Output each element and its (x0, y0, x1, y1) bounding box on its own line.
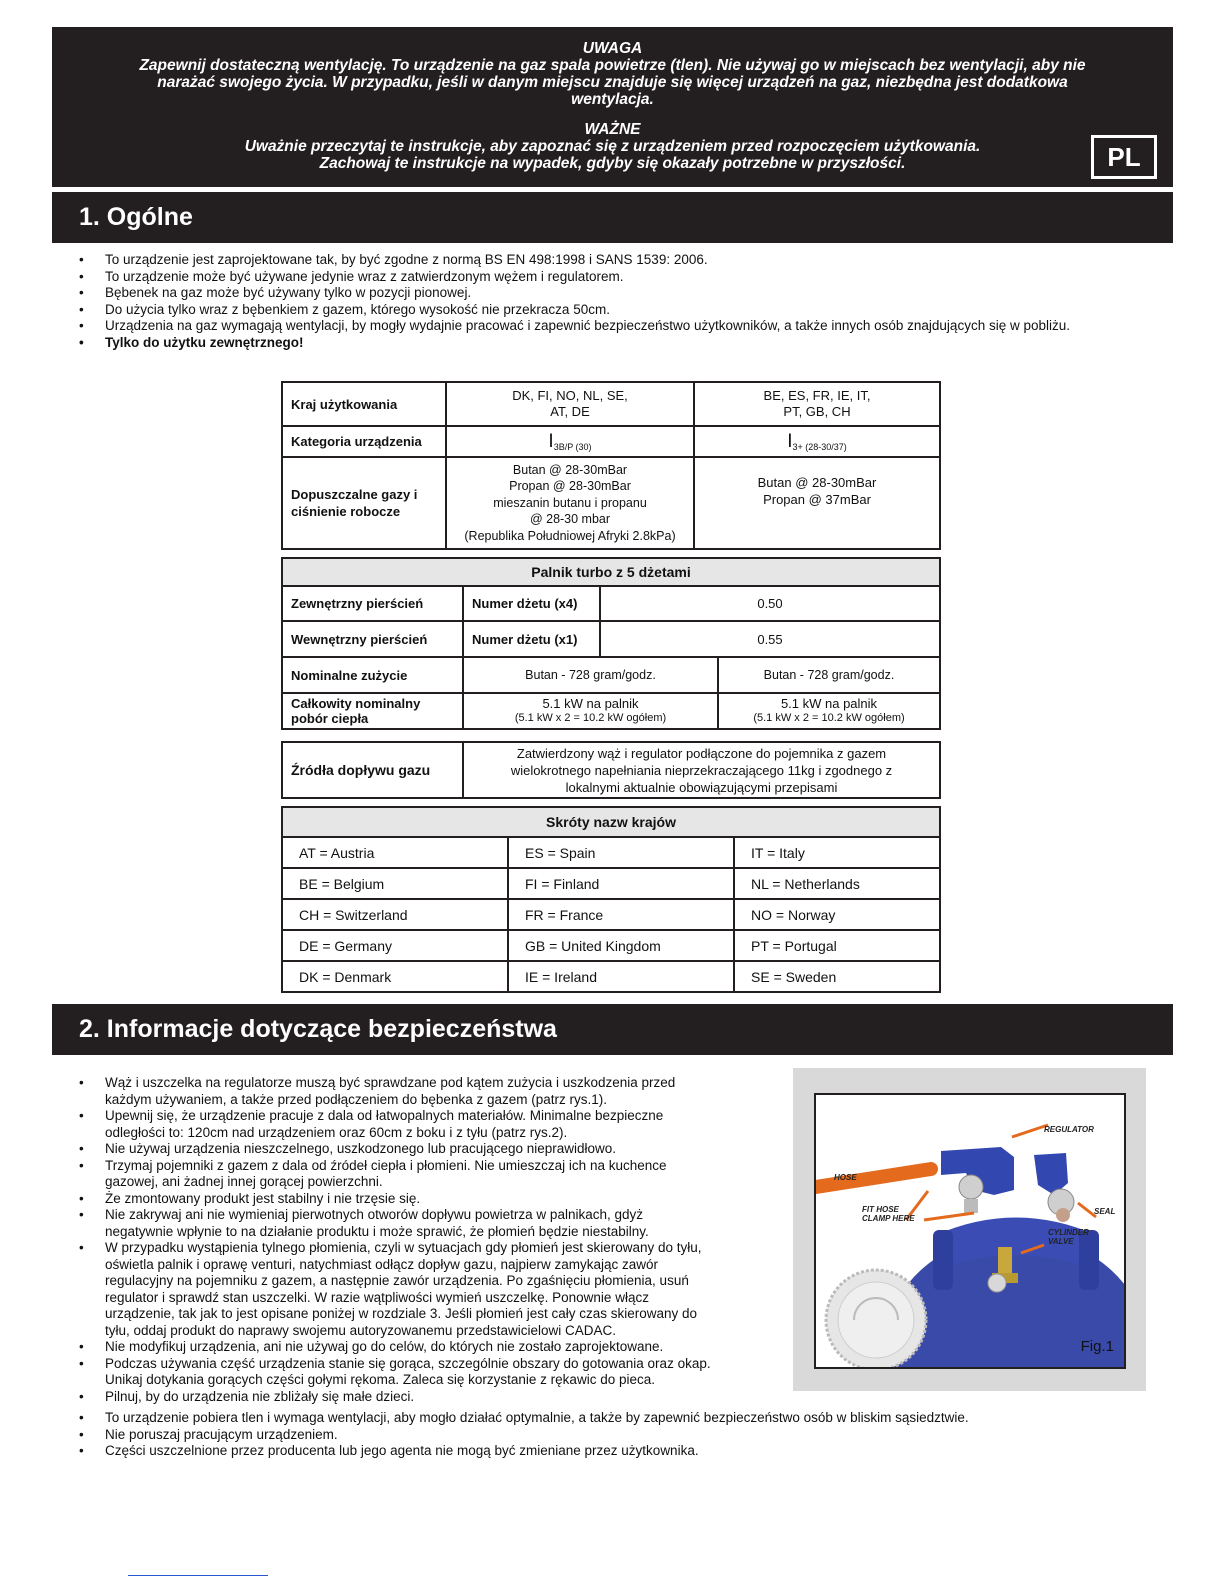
cell-line: @ 28-30 mbar (529, 512, 611, 527)
table-cell: DE = Germany (282, 930, 508, 961)
cell-line: Zatwierdzony wąż i regulator podłączone do pojemnika z gazem (516, 745, 887, 761)
table-cell: FR = France (508, 899, 734, 930)
table-cell: 0.50 (600, 586, 940, 621)
warning-line: wentylacja. (571, 91, 654, 108)
table-cell (446, 457, 694, 549)
cell-line: (Republika Południowej Afryki 2.8kPa) (464, 528, 676, 543)
list-item (79, 1141, 799, 1158)
line: urządzenie, tak jak to jest opisane poniżej w rozdziale 3. Jeśli płomień jest cały czas skierowany do (105, 1306, 698, 1321)
table-cell (446, 426, 694, 457)
warning-line: narażać swojego życia. W przypadku, jeśli w danym miejscu znajduje się więcej urządzeń na gaz, niezbędna jest dodatkowa (157, 74, 1068, 91)
list-item: • Urządzenia na gaz wymagają wentylacji, by mogły wydajnie pracować i zapewnić bezpieczeństwo użytkowników, a także innych osób znajdujących się w pobliżu. (79, 318, 1139, 335)
line: • Trzymaj pojemniki z gazem z dala od źródeł ciepła i płomieni. Nie umieszczaj ich na kuchence (105, 1157, 667, 1173)
table-cell: ES = Spain (508, 837, 734, 868)
line: tyłu, oddaj produkt do naprawy swojemu autoryzowanemu przedstawicielowi CADAC. (105, 1322, 616, 1338)
table-label: Numer dżetu (x1) (463, 621, 600, 657)
cell-line: Propan @ 37mBar (763, 491, 871, 507)
warning-block-uwaga (52, 40, 1173, 108)
line: • Nie używaj urządzenia nieszczelnego, uszkodzonego lub pracującego nieprawidłowo. (105, 1141, 617, 1156)
category-subscript: 3+ (28-30/37) (792, 441, 847, 452)
warning-line: Zapewnij dostateczną wentylację. To urządzenie na gaz spala powietrze (tlen). Nie używaj go w miejscach bez wentylacji, aby nie (139, 57, 1086, 74)
list-item (79, 1158, 799, 1191)
cell-line: wielokrotnego napełniania nieprzekraczającego 11kg i zgodnego z (510, 762, 893, 778)
category-symbol: I (787, 430, 793, 452)
cell-line: Butan @ 28-30mBar (512, 462, 628, 477)
table-cell: CH = Switzerland (282, 899, 508, 930)
country-abbreviations-table (281, 806, 941, 993)
line: negatywnie wpłynie to na działanie produktu i może sprawić, że płomień będzie niestabilny. (105, 1223, 649, 1239)
important-title: WAŻNE (584, 121, 641, 138)
cell-line: 5.1 kW na palnik (780, 696, 878, 711)
label-regulator: REGULATOR (1044, 1125, 1094, 1134)
list-item: • To urządzenie pobiera tlen i wymaga wentylacji, aby mogło działać optymalnie, a także by zapewnić bezpieczeństwo osób w bliskim sąsiedztwie. (79, 1410, 1159, 1427)
line: • Że zmontowany produkt jest stabilny i nie trzęsie się. (105, 1190, 421, 1206)
table-cell: SE = Sweden (734, 961, 940, 992)
list-item (79, 1075, 799, 1108)
warning-block-wazne (52, 121, 1173, 172)
table-cell: DK = Denmark (282, 961, 508, 992)
table-cell: PT = Portugal (734, 930, 940, 961)
table-cell: GB = United Kingdom (508, 930, 734, 961)
line: odległości to: 120cm nad urządzeniem oraz 60cm z boku i z tyłu (patrz rys.2). (105, 1124, 568, 1140)
label-line: Całkowity nominalny (291, 696, 421, 711)
cell-line: lokalnymi aktualnie obowiązującymi przepisami (565, 779, 838, 795)
list-item (79, 1191, 799, 1208)
line: • Pilnuj, by do urządzenia nie zbliżały się małe dzieci. (105, 1388, 415, 1404)
table-cell (718, 693, 940, 729)
line: • Podczas używania część urządzenia stanie się gorąca, szczególnie obszary do gotowania oraz okap. (105, 1355, 711, 1371)
category-symbol: I (548, 430, 554, 452)
list-item (79, 1108, 799, 1141)
cell-line: AT, DE (550, 404, 590, 419)
category-subscript: 3B/P (30) (553, 441, 592, 452)
list-item: • Części uszczelnione przez producenta lub jego agenta nie mogą być zmieniane przez użytkownika. (79, 1443, 1159, 1460)
label-line: FIT HOSE (862, 1205, 899, 1214)
table-cell: NL = Netherlands (734, 868, 940, 899)
line: Unikaj dotykania gorących części gołymi rękoma. Zaleca się korzystanie z rękawic do pieca. (105, 1372, 655, 1387)
cell-line: mieszanin butanu i propanu (493, 495, 647, 510)
table-cell (463, 742, 940, 798)
gas-supply-table (281, 741, 941, 799)
table-label: Nominalne zużycie (282, 657, 463, 693)
table-cell: Butan - 728 gram/godz. (718, 657, 940, 693)
line: oświetla palnik i oprawę venturi, natychmiast odłącz dopływ gazu, najpierw zamykając zawór (105, 1256, 659, 1272)
label-seal: SEAL (1094, 1207, 1116, 1216)
table-cell (446, 382, 694, 426)
cell-line: Propan @ 28-30mBar (509, 479, 631, 494)
footer-rule (128, 1575, 268, 1576)
list-item (79, 1389, 799, 1406)
label-line: pobór ciepła (291, 711, 369, 726)
label-line: CYLINDER (1048, 1228, 1089, 1237)
label-line: VALVE (1048, 1237, 1074, 1246)
table-label: Wewnętrzny pierścień (282, 621, 463, 657)
label-clamp (862, 1205, 915, 1223)
table-cell: IT = Italy (734, 837, 940, 868)
table-label: Kraj użytkowania (282, 382, 446, 426)
section-heading-safety: 2. Informacje dotyczące bezpieczeństwa (52, 1004, 1173, 1055)
label-cylinder-valve (1048, 1228, 1089, 1246)
list-item: • Nie poruszaj pracującym urządzeniem. (79, 1427, 1159, 1444)
label-line: ciśnienie robocze (291, 504, 401, 519)
table-cell: 0.55 (600, 621, 940, 657)
important-line: Uważnie przeczytaj te instrukcje, aby zapoznać się z urządzeniem przed rozpoczęciem użytkowania. (244, 138, 981, 155)
section-heading-general: 1. Ogólne (52, 192, 1173, 243)
list-item (79, 1339, 799, 1356)
figure-caption: Fig.1 (1080, 1338, 1114, 1355)
line: każdym używaniem, a także przed podłączeniem do bębenka z gazem (patrz rys.1). (105, 1091, 607, 1107)
cell-line: (5.1 kW x 2 = 10.2 kW ogółem) (514, 712, 667, 724)
cell-line: BE, ES, FR, IE, IT, (763, 388, 871, 403)
line: • W przypadku wystąpienia tylnego płomienia, czyli w sytuacjach gdy płomień jest skierowany do tyłu, (105, 1240, 702, 1255)
cell-line: DK, FI, NO, NL, SE, (512, 388, 628, 403)
table-cell (694, 426, 940, 457)
list-item (79, 1356, 799, 1389)
safety-bullet-list-wide (79, 1410, 1159, 1460)
list-item: • Bębenek na gaz może być używany tylko w pozycji pionowej. (79, 285, 1139, 302)
table-cell (694, 382, 940, 426)
table-label: Zewnętrzny pierścień (282, 586, 463, 621)
line: • Nie zakrywaj ani nie wymieniaj pierwotnych otworów dopływu powietrza w palnikach, gdyż (105, 1207, 643, 1222)
burner-table (281, 557, 941, 730)
line: • Upewnij się, że urządzenie pracuje z dala od łatwopalnych materiałów. Minimalne bezpieczne (105, 1108, 664, 1123)
figure-frame (814, 1093, 1126, 1369)
list-item (79, 1240, 799, 1339)
line: • Nie modyfikuj urządzenia, ani nie używaj go do celów, do których nie zostało zaprojektowane. (105, 1339, 664, 1354)
table-label: Numer dżetu (x4) (463, 586, 600, 621)
table-cell: Butan - 728 gram/godz. (463, 657, 718, 693)
line: gazowej, ani żadnej innej gorącej powierzchni. (105, 1174, 383, 1189)
line: regulator i sprawdź stan uszczelki. W razie wątpliwości wymień uszczelkę. Ponownie włącz (105, 1289, 649, 1305)
table-cell: IE = Ireland (508, 961, 734, 992)
cell-line: 5.1 kW na palnik (542, 696, 639, 711)
table-cell (463, 693, 718, 729)
table-label (282, 693, 463, 729)
label-line: CLAMP HERE (862, 1214, 915, 1223)
figure-regulator-connection (793, 1068, 1146, 1391)
language-badge: PL (1091, 135, 1157, 179)
warning-banner (52, 27, 1173, 187)
warning-title: UWAGA (582, 40, 643, 57)
important-line: Zachowaj te instrukcje na wypadek, gdyby się okazały potrzebne w przyszłości. (319, 155, 906, 172)
general-bullet-list (79, 252, 1139, 351)
label-line: Dopuszczalne gazy i (291, 487, 418, 502)
table-cell (694, 457, 940, 549)
label-hose: HOSE (834, 1173, 857, 1182)
list-item: • To urządzenie może być używane jedynie wraz z zatwierdzonym wężem i regulatorem. (79, 269, 1139, 286)
burner-table-title: Palnik turbo z 5 dżetami (282, 558, 940, 586)
abbreviations-title: Skróty nazw krajów (282, 807, 940, 837)
safety-bullet-list (79, 1075, 799, 1405)
table-cell: AT = Austria (282, 837, 508, 868)
line: regulacyjny na pojemniku z gazem, a następnie zawór urządzenia. Po zgaśnięciu płomienia, usuń (105, 1273, 689, 1288)
list-item (79, 1207, 799, 1240)
cell-line: Butan @ 28-30mBar (757, 475, 877, 490)
cell-line: (5.1 kW x 2 = 10.2 kW ogółem) (753, 712, 905, 724)
cell-line: PT, GB, CH (783, 404, 851, 419)
list-item: • Tylko do użytku zewnętrznego! (79, 335, 1139, 352)
line: • Wąż i uszczelka na regulatorze muszą być sprawdzane pod kątem zużycia i uszkodzenia przed (105, 1075, 676, 1090)
list-item: • Do użycia tylko wraz z bębenkiem z gazem, którego wysokość nie przekracza 50cm. (79, 302, 1139, 319)
table-label (282, 457, 446, 549)
list-item: • To urządzenie jest zaprojektowane tak, by być zgodne z normą BS EN 498:1998 i SANS 1539: 2006. (79, 252, 1139, 269)
country-category-table (281, 381, 941, 550)
table-cell: FI = Finland (508, 868, 734, 899)
table-cell: NO = Norway (734, 899, 940, 930)
table-cell: BE = Belgium (282, 868, 508, 899)
table-label: Źródła dopływu gazu (282, 742, 463, 798)
table-label: Kategoria urządzenia (282, 426, 446, 457)
